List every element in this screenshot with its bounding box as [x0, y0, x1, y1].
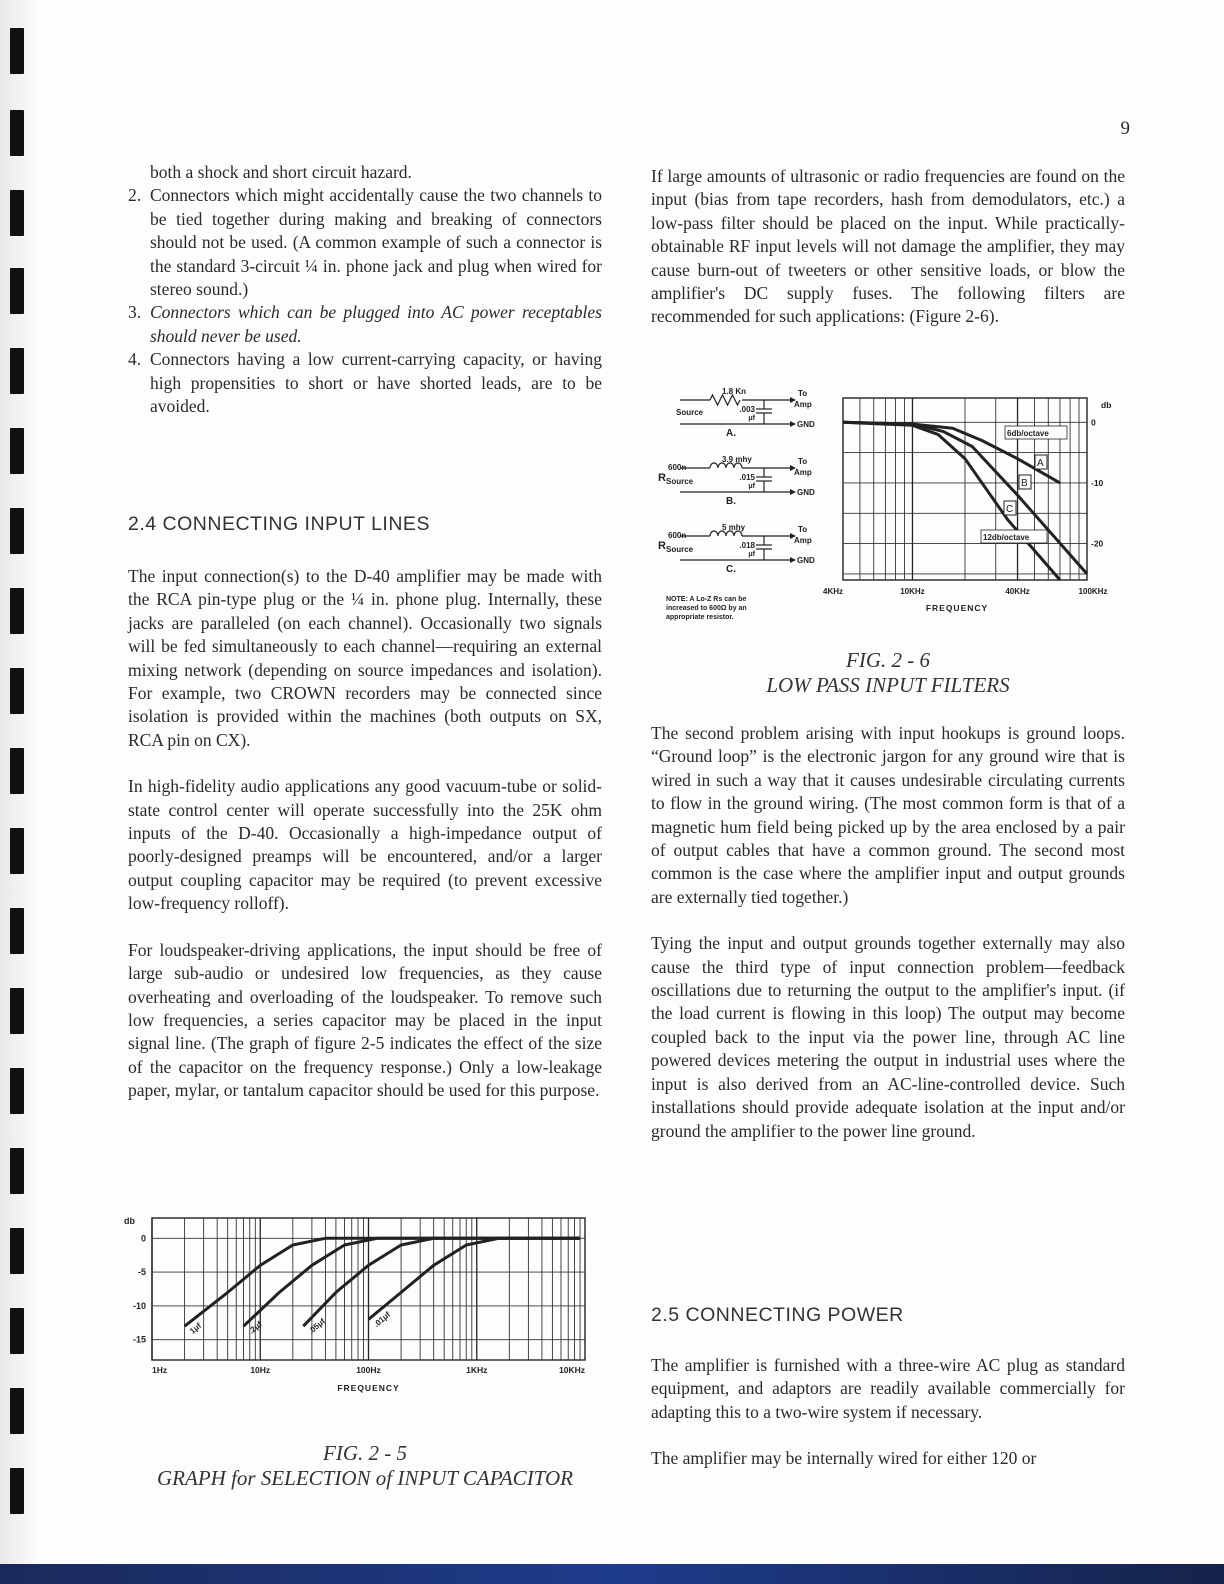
arrow-head-gnd: [790, 489, 796, 495]
binding-hole: [10, 588, 24, 634]
y-tick-label: -10: [1091, 477, 1104, 488]
paragraph: The amplifier is furnished with a three-wire AC plug as standard equipment, and adaptors are readily available commercially for adapting this to a two-wire system if necessary.: [651, 1355, 1125, 1422]
output-to: To: [798, 389, 808, 398]
section-heading-2-5: 2.5 CONNECTING POWER: [651, 1304, 904, 1326]
arrow-head-gnd: [790, 557, 796, 563]
note-line: increased to 600Ω by an: [666, 605, 747, 612]
fig-2-6-schematics: [660, 382, 825, 627]
paragraph: In high-fidelity audio applications any good vacuum-tube or solid-state control center will operate successfully into the 25K ohm inputs of the D-40. Occasionally a high-impedance output of poorly-designed preamps will be encountered, and/or a larger output coupling capacitor may be required (to prevent excessive low-frequency rolloff).: [128, 776, 602, 914]
paragraph: The second problem arising with input hookups is ground loops. “Ground loop” is the electronic jargon for any ground wire that is wired in such a way that it causes undesirable circulating currents to flow in the ground wiring. (The most common form is that of a magnetic hum field being picked up by the area enclosed by a pair of output cables that have a common ground. The second most common is the case where the amplifier input and output grounds are externally tied together.): [651, 723, 1125, 907]
x-axis-title: FREQUENCY: [925, 603, 989, 613]
y-tick-label: -20: [1091, 538, 1104, 549]
series-label: .01μf: [372, 1310, 393, 1329]
binding-hole: [10, 1308, 24, 1354]
binding-hole: [10, 1388, 24, 1434]
capacitor-value: .015: [739, 473, 755, 482]
fig-2-5-chart: [120, 1210, 600, 1400]
fig-2-6-title: LOW PASS INPUT FILTERS: [766, 673, 1010, 697]
y-tick-label: 0: [1091, 417, 1096, 428]
capacitor-unit: μf: [748, 483, 755, 490]
capacitor-value: .018: [739, 541, 755, 550]
r-source-prefix: R: [658, 540, 666, 552]
y-tick-label: -5: [137, 1267, 146, 1278]
binding-hole: [10, 1228, 24, 1274]
source-label: Source: [666, 545, 694, 554]
x-tick-label: 100Hz: [356, 1365, 381, 1375]
x-tick-label: 4KHz: [822, 587, 844, 596]
list-continuation: both a shock and short circuit hazard.: [150, 162, 412, 182]
connector-list: [128, 184, 602, 418]
x-tick-label: 40KHz: [1005, 587, 1030, 596]
circuit-label: C.: [726, 564, 736, 575]
series-label: A: [1037, 458, 1044, 469]
binding-hole: [10, 110, 24, 156]
output-to: To: [798, 525, 808, 534]
capacitor-unit: μf: [748, 415, 755, 422]
capacitor-unit: μf: [748, 551, 755, 558]
binding-hole: [10, 1148, 24, 1194]
left-column-top: [128, 161, 602, 418]
y-tick-label: 0: [140, 1233, 146, 1244]
component-value: 5 mhy: [722, 523, 746, 532]
list-item: 4. Connectors having a low current-carrying capacity, or having high propensities to short or have shorted leads, are to be avoided.: [128, 349, 602, 417]
fig-2-6-number: FIG. 2 - 6: [846, 648, 930, 672]
x-tick-label: 10KHz: [900, 587, 925, 596]
source-resistor: 600n: [668, 531, 687, 540]
binding-hole: [10, 828, 24, 874]
binding-hole: [10, 748, 24, 794]
y-axis-label: db: [124, 1216, 135, 1226]
output-amp: Amp: [794, 400, 812, 409]
binding-hole: [10, 268, 24, 314]
series-label: B: [1021, 478, 1028, 489]
fig-2-5-title: GRAPH for SELECTION of INPUT CAPACITOR: [157, 1466, 573, 1490]
component-value: 1.8 Kn: [722, 387, 747, 396]
right-column-intro: [651, 165, 1125, 329]
paragraph: For loudspeaker-driving applications, the input should be free of large sub-audio or undesired low frequencies, as they cause overheating and overloading of the loudspeaker. To remove such low frequencies, a series capacitor may be placed in the input signal line. (The graph of figure 2-5 indicates the effect of the size of the capacitor on the frequency response.) Only a low-leakage paper, mylar, or tantalum capacitor should be used for this purpose.: [128, 939, 602, 1101]
paragraph: Tying the input and output grounds together externally may also cause the third type of input connection problem—feedback oscillations due to returning the output to the amplifier's input. (if the load current is flowing in this loop) The output may become coupled back to the input via the power line, through AC line powered devices metering the output in industrial uses where the input is also derived from an AC-line-controlled device. Such installations should provide adequate isolation at the input and/or ground the amplifier to the power line ground.: [651, 933, 1125, 1141]
note-line: appropriate resistor.: [666, 614, 734, 621]
circuit-label: B.: [726, 496, 736, 507]
ground-label: GND: [797, 420, 815, 429]
resistor-symbol: [710, 395, 740, 405]
binding-hole: [10, 348, 24, 394]
source-label: Source: [676, 408, 704, 417]
list-item: 3. Connectors which can be plugged into AC power receptables should never be used.: [128, 302, 602, 346]
binding-hole: [10, 1468, 24, 1514]
circuit-label: A.: [726, 428, 736, 439]
x-tick-label: 1Hz: [152, 1365, 168, 1375]
series-label: .05μf: [306, 1316, 327, 1336]
binding-hole: [10, 190, 24, 236]
y-tick-label: -10: [132, 1300, 146, 1311]
right-column-body: [651, 722, 1125, 1143]
binding-hole: [10, 1068, 24, 1114]
right-column-power: [651, 1354, 1125, 1471]
r-source-prefix: R: [658, 472, 666, 484]
output-amp: Amp: [794, 536, 812, 545]
curve-01f: [369, 1238, 581, 1319]
fig-2-6-caption: [651, 648, 1125, 698]
paragraph: The amplifier may be internally wired for either 120 or: [651, 1448, 1037, 1469]
series-label: C: [1006, 504, 1014, 515]
page-number: 9: [1120, 118, 1130, 139]
section-heading-2-4: 2.4 CONNECTING INPUT LINES: [128, 513, 430, 535]
slope-annotation: 6db/octave: [1007, 429, 1049, 438]
output-amp: Amp: [794, 468, 812, 477]
binding-hole: [10, 668, 24, 714]
binding-hole: [10, 988, 24, 1034]
paragraph: The input connection(s) to the D-40 amplifier may be made with the RCA pin-type plug or the ¼ in. phone plug. Internally, these jacks are paralleled (on each channel). Occasionally two signals will be fed simultaneously to each channel—requiring an external mixing network (depending on source impedances and isolation). For example, two CROWN recorders may be connected since isolation is provided within the machines (both outputs on SX, RCA pin on CX).: [128, 566, 602, 750]
binding-hole: [10, 428, 24, 474]
x-axis-title: FREQUENCY: [337, 1383, 400, 1393]
arrow-head-gnd: [790, 421, 796, 427]
list-item: 2. Connectors which might accidentally cause the two channels to be tied together during making and breaking of connectors should not be used. (A common example of such a connector is the standard 3-circuit ¼ in. phone jack and plug when wired for stereo sound.): [128, 185, 602, 300]
binding-hole: [10, 508, 24, 554]
series-label: .2μf: [246, 1319, 264, 1336]
bottom-edge-band: [0, 1564, 1224, 1584]
binding-hole: [10, 28, 24, 74]
x-tick-label: 10KHz: [559, 1365, 585, 1375]
x-tick-label: 1KHz: [466, 1365, 488, 1375]
ground-label: GND: [797, 556, 815, 565]
fig-2-6-chart: [822, 390, 1115, 615]
output-to: To: [798, 457, 808, 466]
slope-annotation: 12db/octave: [983, 533, 1030, 542]
x-tick-label: 100KHz: [1078, 587, 1108, 596]
binding-hole: [10, 908, 24, 954]
capacitor-value: .003: [739, 405, 755, 414]
note-line: NOTE: A Lo-Z Rs can be: [666, 596, 747, 603]
component-value: 3.9 mhy: [722, 455, 752, 464]
curve-C: [843, 422, 1060, 580]
ground-label: GND: [797, 488, 815, 497]
fig-2-5-caption: [128, 1441, 602, 1491]
series-label: 1μf: [188, 1321, 204, 1336]
left-column-body: [128, 565, 602, 1103]
source-label: Source: [666, 477, 694, 486]
y-tick-label: -15: [132, 1334, 146, 1345]
y-axis-label: db: [1101, 400, 1112, 410]
paragraph: If large amounts of ultrasonic or radio frequencies are found on the input (bias from tape recorders, hash from demodulators, etc.) a low-pass filter should be placed on the input. While practically-obtainable RF input levels will not damage the amplifier, they may cause burn-out of tweeters or other sensitive loads, or blow the amplifier's DC supply fuses. The following filters are recommended for such applications: (Figure 2-6).: [651, 166, 1125, 327]
fig-2-5-number: FIG. 2 - 5: [323, 1441, 407, 1465]
source-resistor: 600n: [668, 463, 687, 472]
x-tick-label: 10Hz: [250, 1365, 271, 1375]
